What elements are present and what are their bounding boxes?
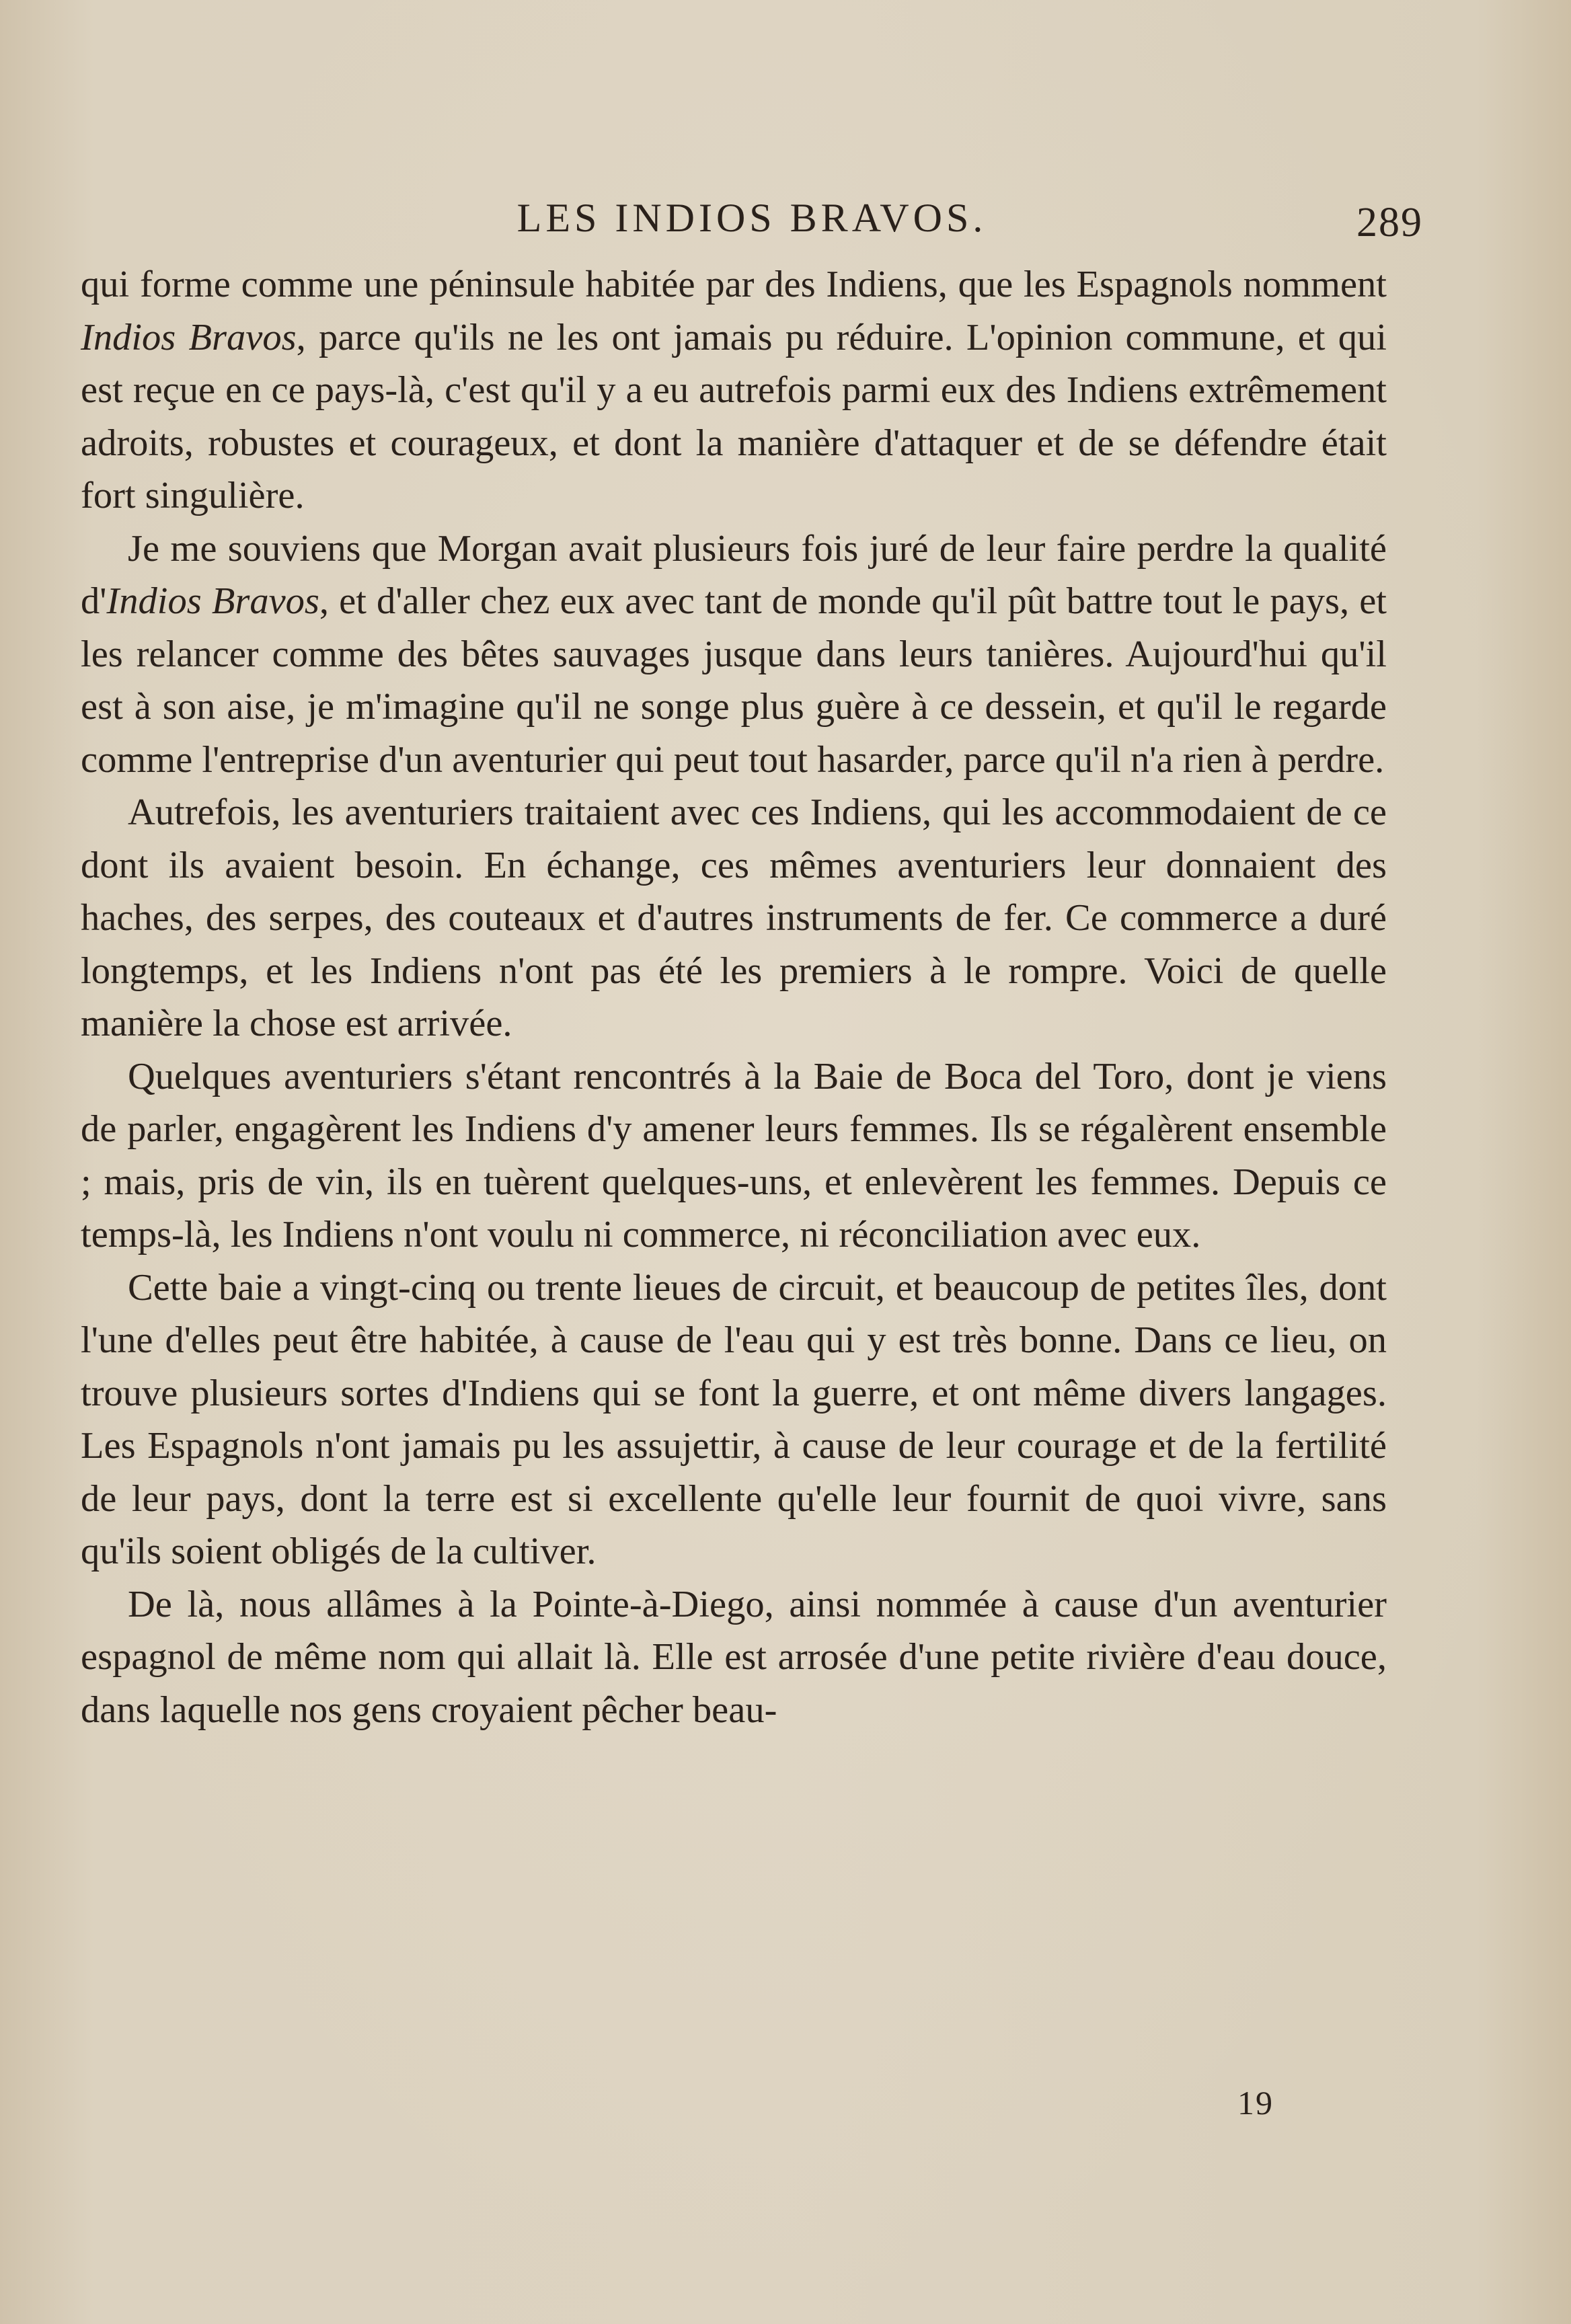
paragraph-4: Quelques aventuriers s'étant rencontrés à la Baie de Boca del Toro, dont je viens de parler, engagèrent les Indiens d'y amener leurs femmes. Ils se régalèrent ensemble ; mais, pris de vin, ils en tuèrent quelques-uns, et enlevèrent les femmes. Depuis ce temps-là, les Indiens n'ont voulu ni commerce, ni réconciliation avec eux.	[81, 1055, 1387, 1255]
italic-term: Indios Bravos	[81, 316, 297, 358]
italic-term: Indios Bravos	[106, 580, 319, 622]
running-header	[81, 195, 1423, 249]
text-run: , et d'aller chez eux avec tant de monde qu'il pût battre tout le pays, et les relancer comme des bêtes sauvages jusque dans leurs tanières. Aujourd'hui qu'il est à son aise, je m'imagine qu'il ne songe plus guère à ce dessein, et qu'il le regarde comme l'entreprise d'un aventurier qui peut tout hasarder, parce qu'il n'a rien à perdre.	[81, 580, 1387, 781]
text-run: , parce qu'ils ne les ont jamais pu réduire. L'opinion commune, et qui est reçue en ce pays-là, c'est qu'il y a eu autrefois parmi eux des Indiens extrêmement adroits, robustes et courageux, et dont la manière d'attaquer et de se défendre était fort singulière.	[81, 316, 1387, 516]
paragraph-5: Cette baie a vingt-cinq ou trente lieues de circuit, et beaucoup de petites îles, dont l'une d'elles peut être habitée, à cause de l'eau qui y est très bonne. Dans ce lieu, on trouve plusieurs sortes d'Indiens qui se font la guerre, et ont même divers langages. Les Espagnols n'ont jamais pu les assujettir, à cause de leur courage et de la fertilité de leur pays, dont la terre est si excellente qu'elle leur fournit de quoi vivre, sans qu'ils soient obligés de la cultiver.	[81, 1266, 1387, 1572]
paragraph-6: De là, nous allâmes à la Pointe-à-Diego, ainsi nommée à cause d'un aventurier espagnol de même nom qui allait là. Elle est arrosée d'une petite rivière d'eau douce, dans laquelle nos gens croyaient pêcher beau-	[81, 1583, 1387, 1731]
page-number: 289	[1356, 200, 1423, 245]
body-text	[81, 258, 1387, 1736]
signature-mark: 19	[1237, 2084, 1274, 2122]
paragraph-1	[81, 258, 1387, 522]
text-run: qui forme comme une péninsule habitée par des Indiens, que les Espagnols nomment	[81, 264, 1387, 305]
running-title: LES INDIOS BRAVOS.	[516, 196, 987, 240]
text-run: Je me souviens que Morgan avait plusieurs fois juré de leur faire perdre la qualité d'	[81, 527, 1387, 622]
paragraph-2	[81, 522, 1387, 787]
paragraph-3: Autrefois, les aventuriers traitaient avec ces Indiens, qui les accommodaient de ce dont ils avaient besoin. En échange, ces mêmes aventuriers leur donnaient des haches, des serpes, des couteaux et d'autres instruments de fer. Ce commerce a duré longtemps, et les Indiens n'ont pas été les premiers à le rompre. Voici de quelle manière la chose est arrivée.	[81, 791, 1387, 1044]
